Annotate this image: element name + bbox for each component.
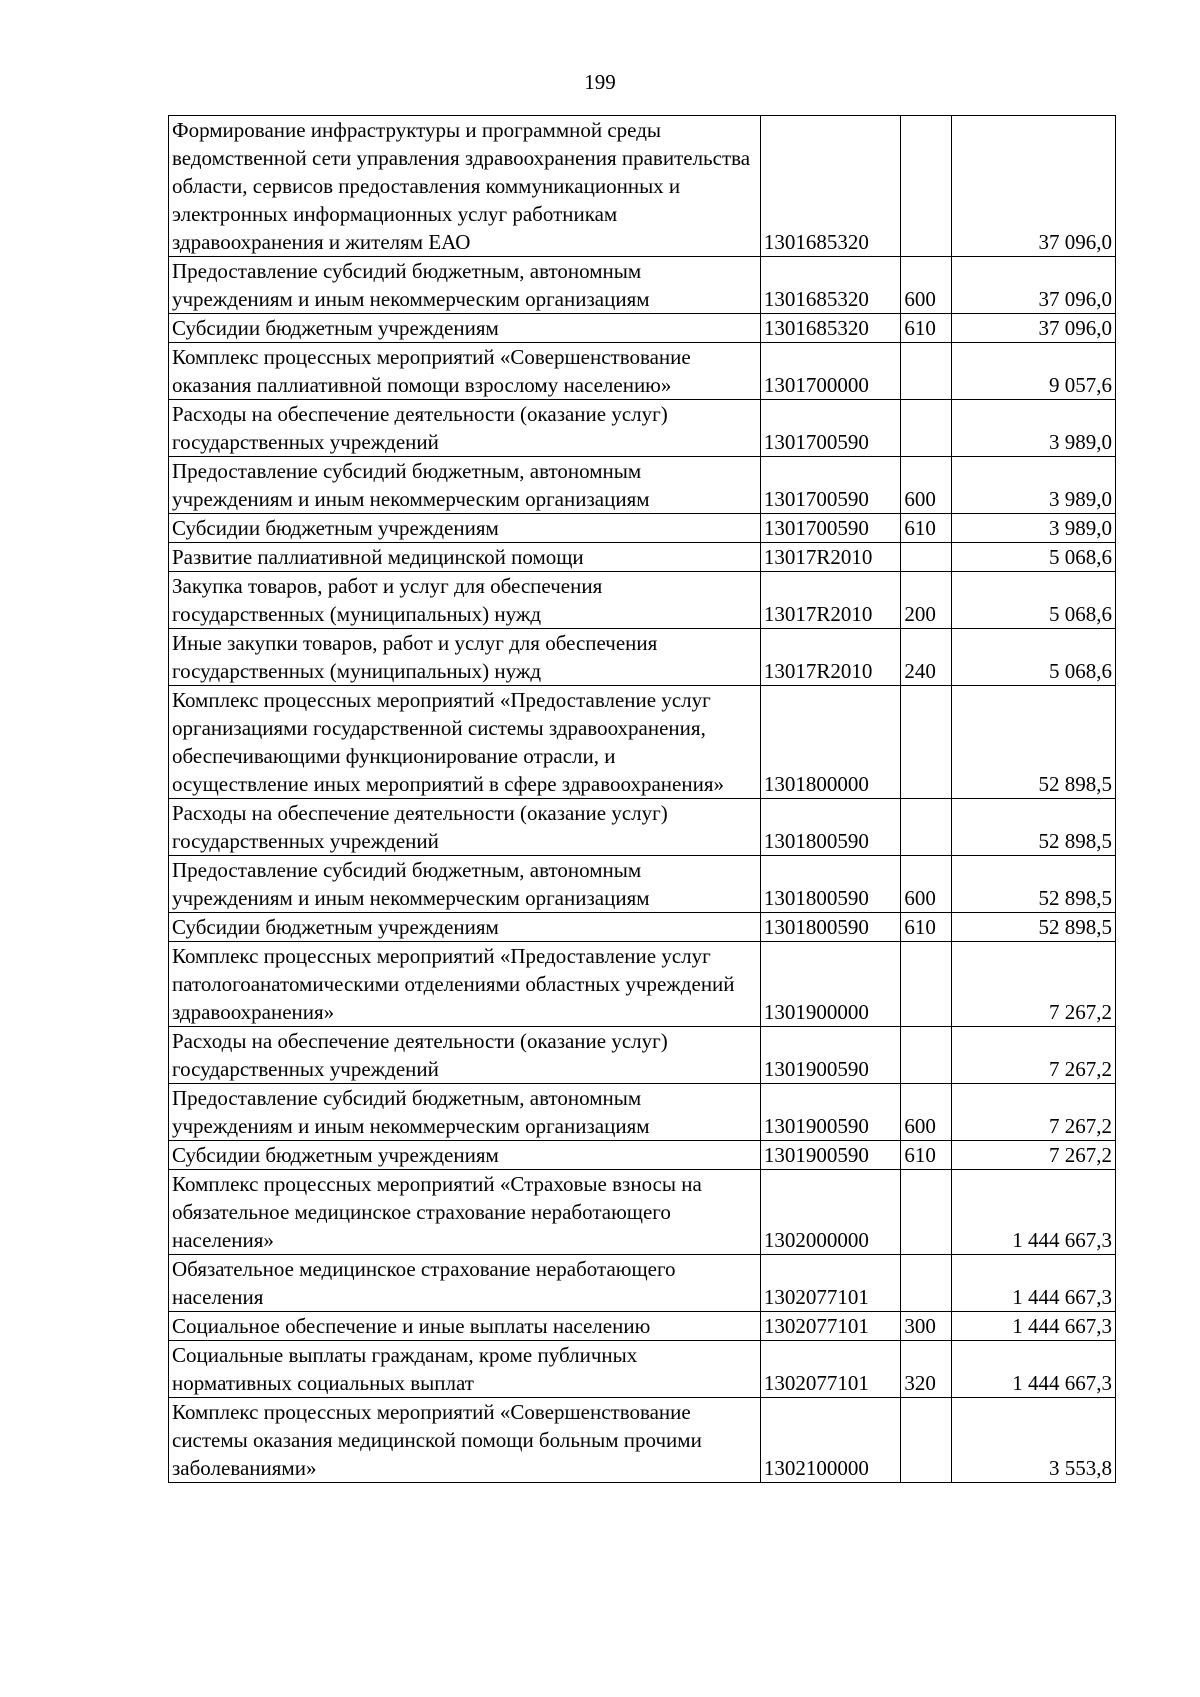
row-code-cell: 1301800590 xyxy=(760,856,900,913)
row-code-cell: 1301800590 xyxy=(760,913,900,942)
row-expense-type-cell: 300 xyxy=(901,1312,952,1341)
row-code-cell: 1301900000 xyxy=(760,942,900,1027)
row-name-cell: Формирование инфраструктуры и программной среды ведомственной сети управления здравоохранения правительства области, сервисов предоставления коммуникационных и электронных информационных услуг работникам здравоохранения и жителям ЕАО xyxy=(169,116,761,257)
row-expense-type-cell: 610 xyxy=(901,314,952,343)
row-sum-cell: 52 898,5 xyxy=(952,856,1116,913)
table-row xyxy=(169,514,1116,543)
row-code-cell: 1301700590 xyxy=(760,400,900,457)
row-sum-cell: 3 989,0 xyxy=(952,457,1116,514)
table-row xyxy=(169,457,1116,514)
row-sum-cell: 52 898,5 xyxy=(952,686,1116,799)
table-row xyxy=(169,314,1116,343)
row-expense-type-cell: 320 xyxy=(901,1341,952,1398)
row-sum-cell: 3 553,8 xyxy=(952,1398,1116,1483)
row-expense-type-cell xyxy=(901,1255,952,1312)
table-row xyxy=(169,686,1116,799)
row-sum-cell: 7 267,2 xyxy=(952,1027,1116,1084)
row-expense-type-cell: 600 xyxy=(901,856,952,913)
row-sum-cell: 1 444 667,3 xyxy=(952,1341,1116,1398)
row-code-cell: 1301700590 xyxy=(760,514,900,543)
row-expense-type-cell: 600 xyxy=(901,257,952,314)
row-expense-type-cell: 200 xyxy=(901,572,952,629)
row-sum-cell: 5 068,6 xyxy=(952,629,1116,686)
row-code-cell: 1301800590 xyxy=(760,799,900,856)
row-code-cell: 13017R2010 xyxy=(760,543,900,572)
row-name-cell: Предоставление субсидий бюджетным, автономным учреждениям и иным некоммерческим организациям xyxy=(169,1084,761,1141)
table-row xyxy=(169,942,1116,1027)
row-code-cell: 1302077101 xyxy=(760,1255,900,1312)
row-expense-type-cell xyxy=(901,116,952,257)
row-sum-cell: 5 068,6 xyxy=(952,543,1116,572)
row-code-cell: 1301700000 xyxy=(760,343,900,400)
table-row xyxy=(169,1398,1116,1483)
row-name-cell: Комплекс процессных мероприятий «Совершенствование системы оказания медицинской помощи больным прочими заболеваниями» xyxy=(169,1398,761,1483)
table-row xyxy=(169,913,1116,942)
table-row xyxy=(169,116,1116,257)
row-name-cell: Развитие паллиативной медицинской помощи xyxy=(169,543,761,572)
row-name-cell: Социальное обеспечение и иные выплаты населению xyxy=(169,1312,761,1341)
row-name-cell: Предоставление субсидий бюджетным, автономным учреждениям и иным некоммерческим организациям xyxy=(169,257,761,314)
row-sum-cell: 1 444 667,3 xyxy=(952,1312,1116,1341)
row-name-cell: Обязательное медицинское страхование неработающего населения xyxy=(169,1255,761,1312)
row-expense-type-cell xyxy=(901,543,952,572)
row-expense-type-cell xyxy=(901,343,952,400)
table-row xyxy=(169,1341,1116,1398)
budget-table-body xyxy=(169,116,1116,1483)
row-name-cell: Субсидии бюджетным учреждениям xyxy=(169,913,761,942)
row-name-cell: Комплекс процессных мероприятий «Предоставление услуг патологоанатомическими отделениями областных учреждений здравоохранения» xyxy=(169,942,761,1027)
row-code-cell: 13017R2010 xyxy=(760,572,900,629)
row-code-cell: 1302077101 xyxy=(760,1341,900,1398)
row-name-cell: Предоставление субсидий бюджетным, автономным учреждениям и иным некоммерческим организациям xyxy=(169,457,761,514)
row-sum-cell: 1 444 667,3 xyxy=(952,1255,1116,1312)
row-code-cell: 1301685320 xyxy=(760,314,900,343)
row-code-cell: 1302000000 xyxy=(760,1170,900,1255)
row-sum-cell: 3 989,0 xyxy=(952,400,1116,457)
row-sum-cell: 9 057,6 xyxy=(952,343,1116,400)
budget-table xyxy=(168,115,1116,1483)
table-row xyxy=(169,1027,1116,1084)
row-name-cell: Комплекс процессных мероприятий «Предоставление услуг организациями государственной системы здравоохранения, обеспечивающими функционирование отрасли, и осуществление иных мероприятий в сфере здравоохранения» xyxy=(169,686,761,799)
row-sum-cell: 52 898,5 xyxy=(952,799,1116,856)
row-name-cell: Расходы на обеспечение деятельности (оказание услуг) государственных учреждений xyxy=(169,1027,761,1084)
row-name-cell: Расходы на обеспечение деятельности (оказание услуг) государственных учреждений xyxy=(169,799,761,856)
row-code-cell: 1301700590 xyxy=(760,457,900,514)
row-sum-cell: 5 068,6 xyxy=(952,572,1116,629)
row-code-cell: 1302077101 xyxy=(760,1312,900,1341)
row-code-cell: 1301685320 xyxy=(760,116,900,257)
row-code-cell: 1301900590 xyxy=(760,1084,900,1141)
row-code-cell: 13017R2010 xyxy=(760,629,900,686)
row-name-cell: Расходы на обеспечение деятельности (оказание услуг) государственных учреждений xyxy=(169,400,761,457)
row-expense-type-cell xyxy=(901,1027,952,1084)
row-name-cell: Субсидии бюджетным учреждениям xyxy=(169,314,761,343)
row-name-cell: Комплекс процессных мероприятий «Страховые взносы на обязательное медицинское страхование неработающего населения» xyxy=(169,1170,761,1255)
row-name-cell: Комплекс процессных мероприятий «Совершенствование оказания паллиативной помощи взрослому населению» xyxy=(169,343,761,400)
table-row xyxy=(169,1170,1116,1255)
row-sum-cell: 7 267,2 xyxy=(952,942,1116,1027)
table-row xyxy=(169,343,1116,400)
table-row xyxy=(169,400,1116,457)
row-expense-type-cell: 610 xyxy=(901,1141,952,1170)
row-expense-type-cell xyxy=(901,799,952,856)
row-expense-type-cell xyxy=(901,942,952,1027)
row-sum-cell: 7 267,2 xyxy=(952,1084,1116,1141)
table-row xyxy=(169,799,1116,856)
row-code-cell: 1301685320 xyxy=(760,257,900,314)
row-sum-cell: 37 096,0 xyxy=(952,314,1116,343)
row-code-cell: 1302100000 xyxy=(760,1398,900,1483)
table-row xyxy=(169,1255,1116,1312)
table-row xyxy=(169,1084,1116,1141)
row-expense-type-cell: 610 xyxy=(901,514,952,543)
row-name-cell: Закупка товаров, работ и услуг для обеспечения государственных (муниципальных) нужд xyxy=(169,572,761,629)
table-row xyxy=(169,543,1116,572)
table-row xyxy=(169,629,1116,686)
row-code-cell: 1301900590 xyxy=(760,1141,900,1170)
row-sum-cell: 3 989,0 xyxy=(952,514,1116,543)
row-name-cell: Субсидии бюджетным учреждениям xyxy=(169,1141,761,1170)
row-name-cell: Субсидии бюджетным учреждениям xyxy=(169,514,761,543)
row-sum-cell: 37 096,0 xyxy=(952,116,1116,257)
row-expense-type-cell: 600 xyxy=(901,457,952,514)
row-expense-type-cell xyxy=(901,686,952,799)
table-row xyxy=(169,1141,1116,1170)
row-expense-type-cell: 600 xyxy=(901,1084,952,1141)
row-expense-type-cell xyxy=(901,400,952,457)
row-name-cell: Иные закупки товаров, работ и услуг для обеспечения государственных (муниципальных) нужд xyxy=(169,629,761,686)
table-row xyxy=(169,1312,1116,1341)
table-row xyxy=(169,257,1116,314)
table-row xyxy=(169,572,1116,629)
row-sum-cell: 37 096,0 xyxy=(952,257,1116,314)
page-number: 199 xyxy=(584,70,616,94)
row-name-cell: Предоставление субсидий бюджетным, автономным учреждениям и иным некоммерческим организациям xyxy=(169,856,761,913)
row-expense-type-cell xyxy=(901,1170,952,1255)
row-expense-type-cell: 240 xyxy=(901,629,952,686)
row-expense-type-cell xyxy=(901,1398,952,1483)
row-code-cell: 1301900590 xyxy=(760,1027,900,1084)
row-name-cell: Социальные выплаты гражданам, кроме публичных нормативных социальных выплат xyxy=(169,1341,761,1398)
row-sum-cell: 1 444 667,3 xyxy=(952,1170,1116,1255)
row-sum-cell: 52 898,5 xyxy=(952,913,1116,942)
row-code-cell: 1301800000 xyxy=(760,686,900,799)
table-row xyxy=(169,856,1116,913)
row-sum-cell: 7 267,2 xyxy=(952,1141,1116,1170)
row-expense-type-cell: 610 xyxy=(901,913,952,942)
